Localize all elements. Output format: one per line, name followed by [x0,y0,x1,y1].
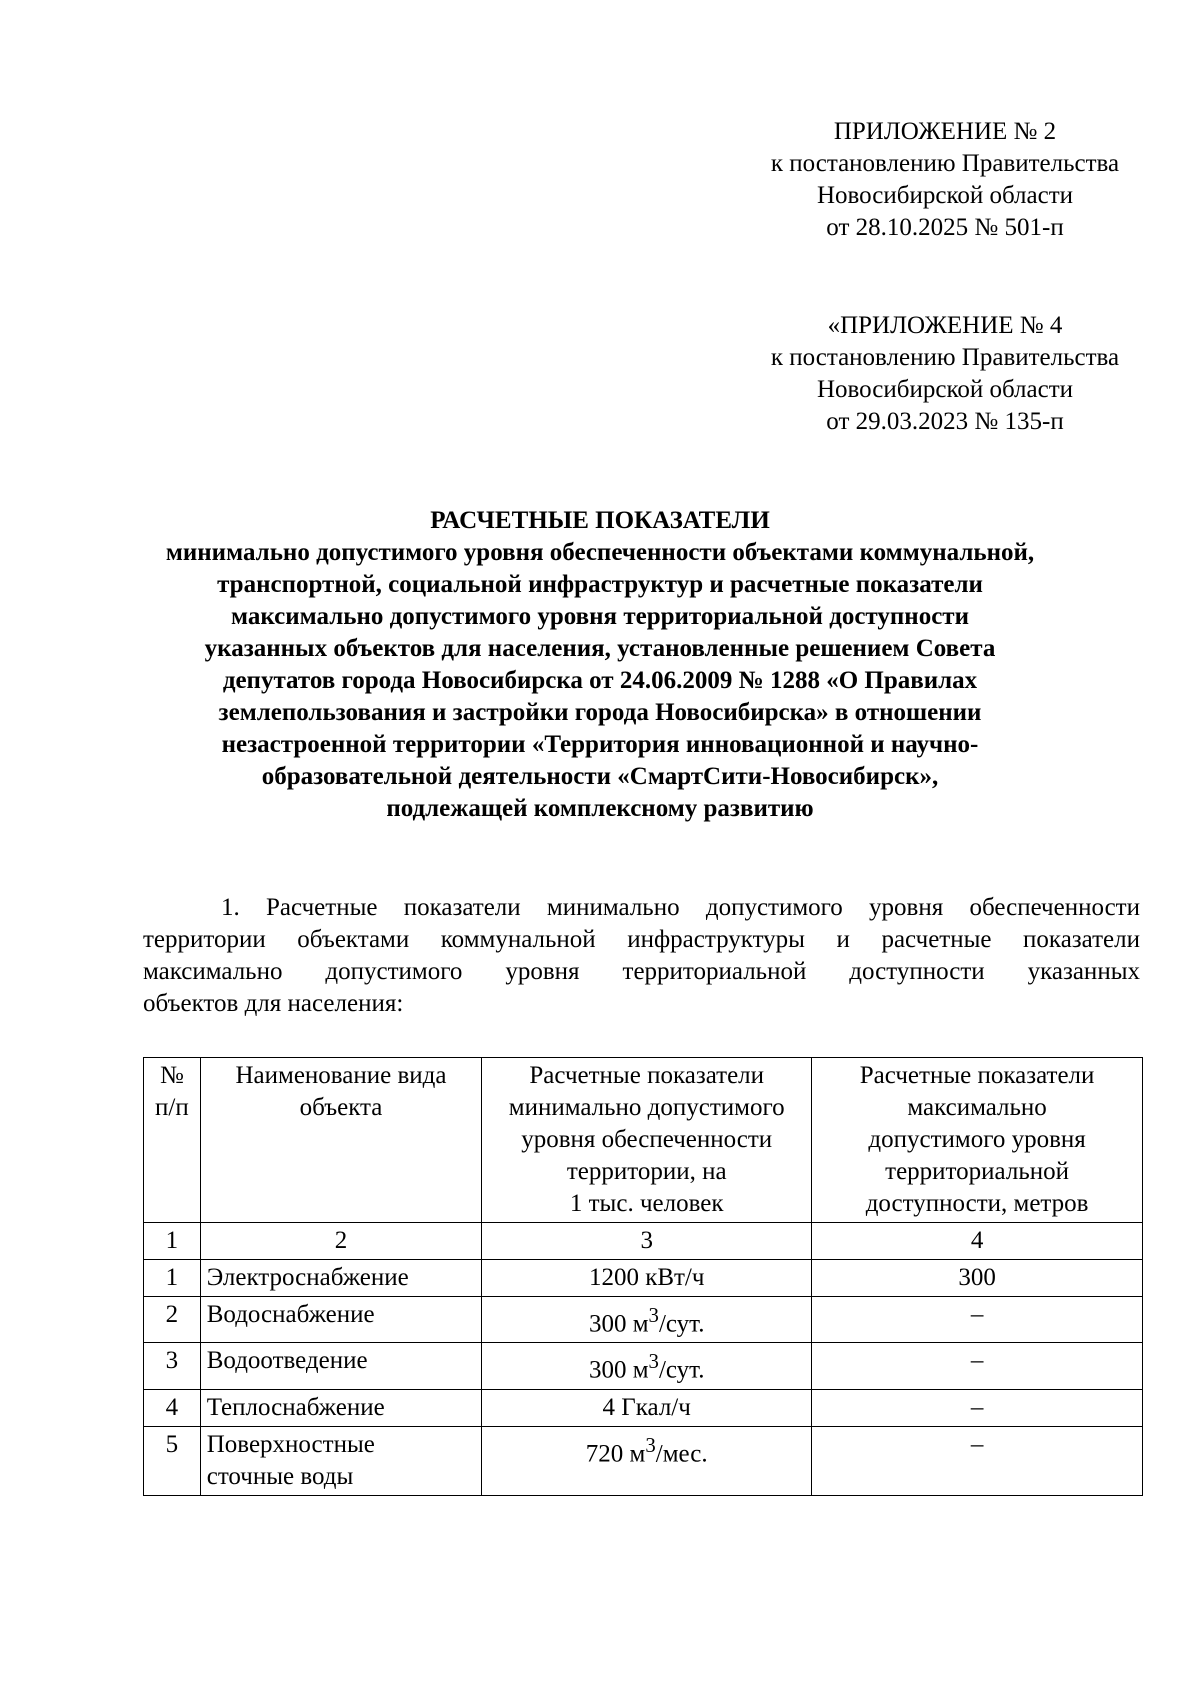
row-number: 4 [144,1389,201,1426]
title-line: минимально допустимого уровня обеспеченности объектами коммунальной, [165,539,1035,566]
document-title [130,505,1070,825]
table-row [144,1426,1143,1495]
row-number: 1 [144,1260,201,1297]
object-name-text: Поверхностные [206,1430,375,1458]
title-line: образовательной деятельности «СмартСити-Новосибирск», [261,763,939,790]
max-access-value: – [812,1389,1143,1426]
max-access-value: 300 [812,1260,1143,1297]
header-text: Расчетные показатели [529,1062,765,1089]
table-row [144,1343,1143,1389]
value-text: 1200 кВт/ч [588,1264,705,1291]
title-line: землепользования и застройки города Новосибирска» в отношении [218,699,982,726]
object-name-text: Водоотведение [206,1347,368,1375]
object-name-text: Водоснабжение [206,1301,375,1328]
value-superscript: 3 [648,1303,659,1327]
min-level-value [482,1297,812,1343]
header-text: 1 тыс. человек [569,1190,724,1217]
min-level-value [482,1343,812,1389]
value-text: 720 м [585,1439,646,1467]
header-cell-max-access [812,1058,1143,1223]
max-access-value: – [812,1426,1143,1495]
header-text: максимально [907,1094,1047,1121]
column-number: 2 [200,1223,482,1260]
header-text: допустимого уровня [868,1126,1086,1153]
title-line: указанных объектов для населения, установленные решением Совета [204,635,996,662]
appendix-line: Новосибирской области [816,182,1074,209]
object-name [200,1389,482,1426]
paragraph-line: объектов для населения: [143,990,404,1017]
header-text: минимально допустимого [508,1094,785,1121]
infrastructure-table [143,1057,1143,1496]
table-header-row [144,1058,1143,1223]
header-text: доступности, метров [865,1190,1089,1217]
object-name-text: Электроснабжение [206,1264,409,1291]
object-name-text: сточные воды [206,1462,354,1490]
appendix-line: Новосибирской области [816,376,1074,403]
value-superscript: 3 [648,1349,659,1374]
appendix-line: к постановлению Правительства [770,344,1120,371]
max-access-value: – [812,1343,1143,1389]
section-1-paragraph [143,892,1140,1020]
max-access-value: – [812,1297,1143,1343]
row-number: 2 [144,1297,201,1343]
header-text: объекта [299,1094,383,1121]
object-name [200,1343,482,1389]
paragraph-line: максимально допустимого уровня территориальной доступности указанных [143,958,1140,985]
min-level-value [482,1389,812,1426]
header-text: Расчетные показатели [859,1062,1095,1089]
header-text: территории, на [566,1158,727,1185]
paragraph-line: территории объектами коммунальной инфраструктуры и расчетные показатели [143,926,1140,953]
min-level-value [482,1260,812,1297]
header-text: № [159,1062,184,1089]
header-text: Наименование вида [235,1062,447,1089]
title-line: депутатов города Новосибирска от 24.06.2009 № 1288 «О Правилах [222,667,978,694]
value-suffix: /сут. [658,1356,705,1384]
header-text: уровня обеспеченности [521,1126,773,1153]
title-line: подлежащей комплексному развитию [386,795,814,822]
paragraph-line: 1. Расчетные показатели минимально допустимого уровня обеспеченности [221,894,1140,921]
value-text: 300 м [588,1356,649,1384]
column-number: 3 [482,1223,812,1260]
header-cell-number [144,1058,201,1223]
value-text: 4 Гкал/ч [602,1393,691,1421]
header-cell-min-level [482,1058,812,1223]
table-row [144,1260,1143,1297]
value-suffix: /мес. [655,1439,708,1467]
table-row [144,1297,1143,1343]
table-row [144,1389,1143,1426]
object-name [200,1297,482,1343]
value-superscript: 3 [645,1432,656,1457]
appendix-line: к постановлению Правительства [770,150,1120,177]
column-number: 4 [812,1223,1143,1260]
appendix-line: от 29.03.2023 № 135-п [826,408,1064,435]
object-name [200,1426,482,1495]
appendix-current-header [745,116,1145,244]
value-suffix: /сут. [658,1310,705,1338]
value-text: 300 м [588,1310,649,1338]
appendix-line: от 28.10.2025 № 501-п [826,214,1064,241]
column-number: 1 [144,1223,201,1260]
appendix-amended-header [745,310,1145,438]
title-heading: РАСЧЕТНЫЕ ПОКАЗАТЕЛИ [430,507,770,534]
row-number: 5 [144,1426,201,1495]
title-line: транспортной, социальной инфраструктур и расчетные показатели [217,571,983,598]
row-number: 3 [144,1343,201,1389]
object-name [200,1260,482,1297]
column-number-row [144,1223,1143,1260]
appendix-line: «ПРИЛОЖЕНИЕ № 4 [827,312,1063,339]
title-line: незастроенной территории «Территория инновационной и научно- [221,731,979,758]
header-text: п/п [155,1094,189,1121]
object-name-text: Теплоснабжение [206,1393,385,1421]
appendix-line: ПРИЛОЖЕНИЕ № 2 [833,118,1057,145]
header-cell-object-type [200,1058,482,1223]
title-line: максимально допустимого уровня территориальной доступности [231,603,969,630]
header-text: территориальной [885,1158,1069,1185]
min-level-value [482,1426,812,1495]
